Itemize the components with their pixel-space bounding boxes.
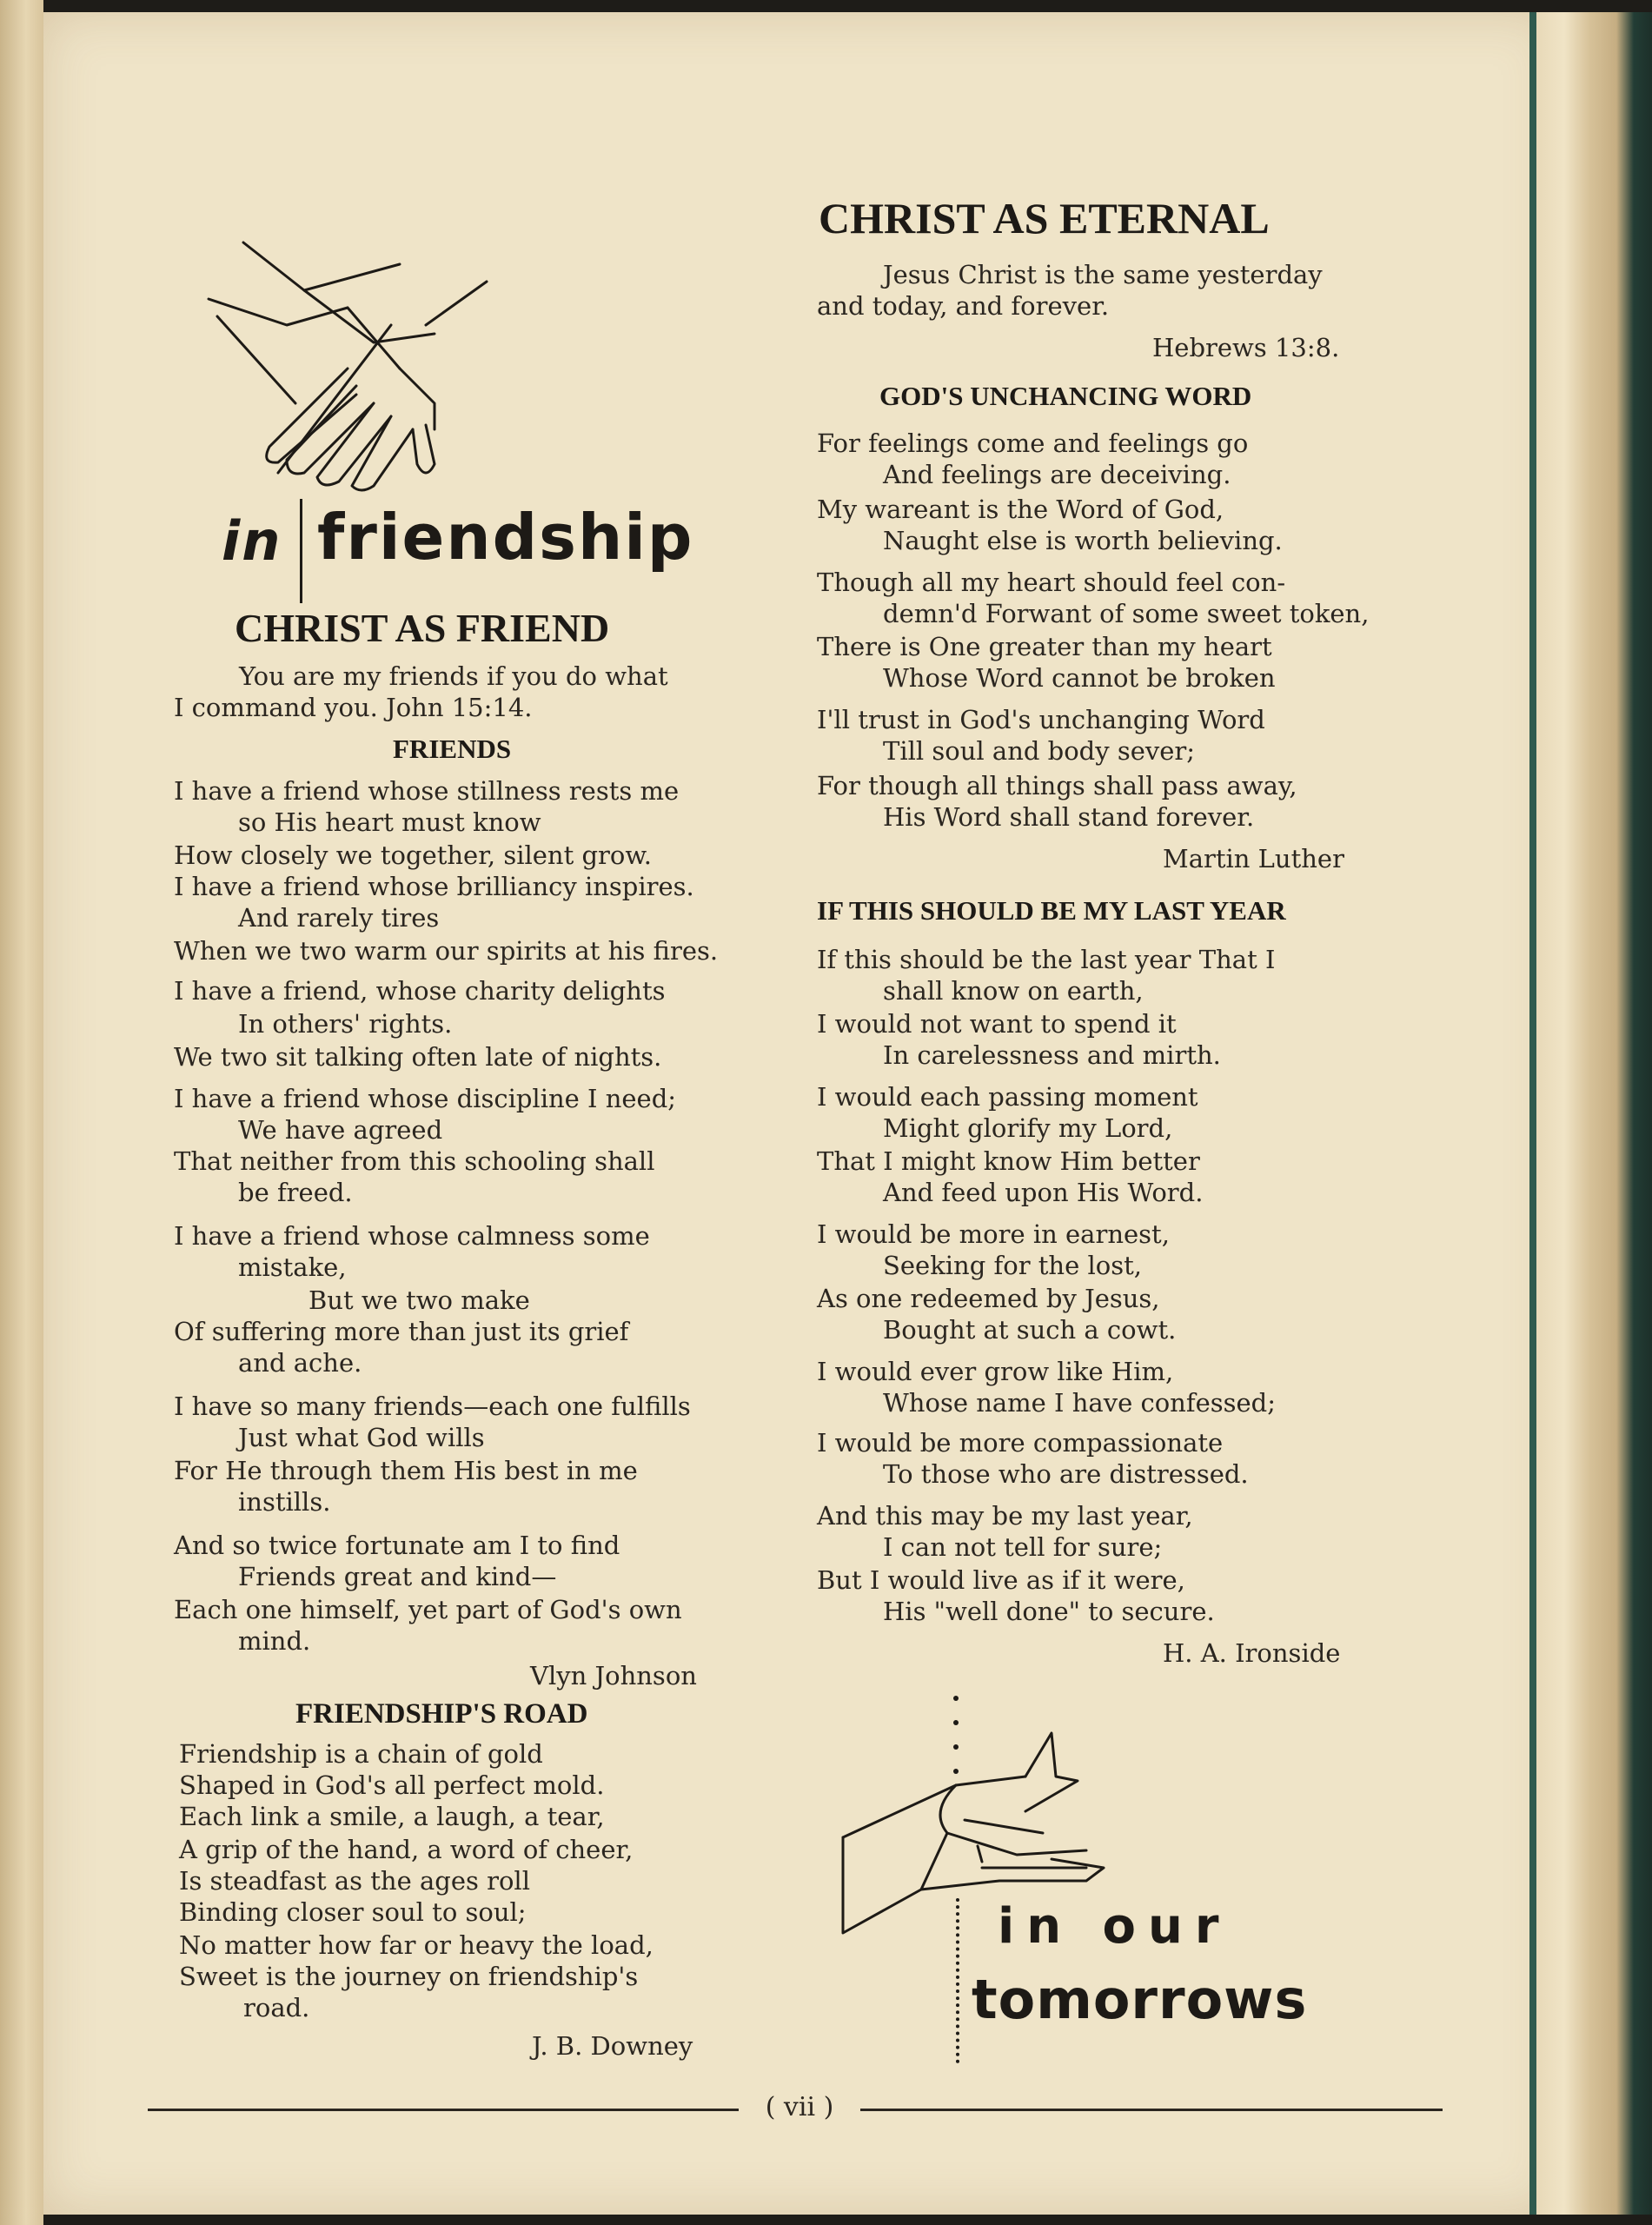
poem-line: I would be more in earnest, xyxy=(817,1219,1170,1249)
poem-line: Seeking for the lost, xyxy=(883,1251,1142,1280)
poem-line: I'll trust in God's unchanging Word xyxy=(817,705,1265,734)
poem-line: That neither from this schooling shall xyxy=(174,1146,655,1176)
poem-line: And feelings are deceiving. xyxy=(883,460,1231,489)
poem-line: A grip of the hand, a word of cheer, xyxy=(179,1835,634,1864)
clasped-hands-illustration xyxy=(174,229,539,516)
footer-rule-left xyxy=(148,2109,739,2111)
poem-line: I would be more compassionate xyxy=(817,1428,1224,1458)
poem-line: Whose name I have confessed; xyxy=(883,1388,1276,1418)
poem-author-j-b-downey: J. B. Downey xyxy=(532,2031,693,2061)
poem-line: I have a friend whose calmness some xyxy=(174,1221,650,1251)
poem-line: For He through them His best in me xyxy=(174,1456,638,1485)
poem-line: mind. xyxy=(238,1626,311,1656)
poem-line: Friendship is a chain of gold xyxy=(179,1739,543,1769)
poem-line: I have a friend whose brilliancy inspires. xyxy=(174,872,694,901)
script-word-friendship: friendship xyxy=(317,501,694,574)
poem-line: And so twice fortunate am I to find xyxy=(174,1531,620,1560)
poem-author-vlyn-johnson: Vlyn Johnson xyxy=(530,1661,697,1690)
poem-line: But we two make xyxy=(309,1285,530,1315)
section-title-christ-as-friend: CHRIST AS FRIEND xyxy=(235,606,610,650)
poem-line: so His heart must know xyxy=(238,807,541,837)
scripture-verse: Jesus Christ is the same yesterday xyxy=(883,260,1323,289)
poem-line: I have a friend whose discipline I need; xyxy=(174,1084,677,1113)
poem-line: In others' rights. xyxy=(238,1009,453,1039)
book-gutter xyxy=(0,0,43,2225)
poem-line: If this should be the last year That I xyxy=(817,945,1276,974)
poem-title-friends: FRIENDS xyxy=(393,734,512,764)
poem-line: His "well done" to secure. xyxy=(883,1597,1215,1626)
poem-line: We two sit talking often late of nights. xyxy=(174,1042,662,1072)
script-word-tomorrows: tomorrows xyxy=(972,1968,1308,2031)
poem-line: As one redeemed by Jesus, xyxy=(817,1284,1160,1313)
poem-line: Shaped in God's all perfect mold. xyxy=(179,1770,605,1800)
poem-line: demn'd Forwant of some sweet token, xyxy=(883,599,1370,628)
poem-line: Naught else is worth believing. xyxy=(883,526,1283,555)
scripture-verse: and today, and forever. xyxy=(817,291,1110,321)
footer-rule-right xyxy=(860,2109,1443,2111)
poem-line: I have a friend, whose charity delights xyxy=(174,976,666,1006)
poem-line: For though all things shall pass away, xyxy=(817,771,1297,800)
poem-title-friendships-road: FRIENDSHIP'S ROAD xyxy=(295,1698,588,1730)
poem-line: be freed. xyxy=(238,1178,353,1207)
poem-line: And feed upon His Word. xyxy=(883,1178,1204,1207)
poem-title-if-this-should-be-my-last-year: IF THIS SHOULD BE MY LAST YEAR xyxy=(817,895,1286,926)
poem-line: Might glorify my Lord, xyxy=(883,1113,1173,1143)
poem-line: I have a friend whose stillness rests me xyxy=(174,776,680,806)
poem-line: I would each passing moment xyxy=(817,1082,1198,1112)
poem-line: Each link a smile, a laugh, a tear, xyxy=(179,1802,605,1831)
page xyxy=(43,12,1556,2215)
poem-line: But I would live as if it were, xyxy=(817,1565,1185,1595)
poem-line: Though all my heart should feel con- xyxy=(817,568,1286,597)
section-title-christ-as-eternal: CHRIST AS ETERNAL xyxy=(819,194,1270,242)
poem-line: I have so many friends—each one fulfills xyxy=(174,1391,691,1421)
poem-line: Of suffering more than just its grief xyxy=(174,1317,629,1346)
poem-author-h-a-ironside: H. A. Ironside xyxy=(1163,1638,1341,1668)
poem-line: Binding closer soul to soul; xyxy=(179,1897,527,1927)
poem-line: No matter how far or heavy the load, xyxy=(179,1930,654,1960)
poem-line: I would ever grow like Him, xyxy=(817,1357,1174,1386)
poem-line: instills. xyxy=(238,1487,331,1517)
poem-line: When we two warm our spirits at his fires. xyxy=(174,936,719,966)
poem-line: and ache. xyxy=(238,1348,362,1378)
poem-line: His Word shall stand forever. xyxy=(883,802,1255,832)
script-word-in: in xyxy=(222,509,282,573)
poem-line: Whose Word cannot be broken xyxy=(883,663,1276,693)
scripture-reference: Hebrews 13:8. xyxy=(1152,333,1340,362)
poem-line: How closely we together, silent grow. xyxy=(174,840,652,870)
scripture-verse: You are my friends if you do what xyxy=(239,661,668,691)
poem-line: To those who are distressed. xyxy=(883,1459,1249,1489)
poem-line: Sweet is the journey on friendship's xyxy=(179,1962,639,1991)
poem-line: We have agreed xyxy=(238,1115,443,1145)
poem-line: That I might know Him better xyxy=(817,1146,1200,1176)
page-number: ( vii ) xyxy=(765,2092,834,2122)
poem-line: Each one himself, yet part of God's own xyxy=(174,1595,682,1624)
poem-title-gods-unchancing-word: GOD'S UNCHANCING WORD xyxy=(879,381,1252,411)
book-page-edges xyxy=(1529,12,1652,2215)
poem-line: road. xyxy=(243,1993,310,2022)
poem-line: And this may be my last year, xyxy=(817,1501,1193,1531)
poem-line: shall know on earth, xyxy=(883,976,1144,1006)
script-words-in-our: in our xyxy=(998,1898,1231,1955)
poem-line: I can not tell for sure; xyxy=(883,1532,1163,1562)
poem-line: Bought at such a cowt. xyxy=(883,1315,1177,1345)
poem-line: Till soul and body sever; xyxy=(883,736,1196,766)
poem-line: For feelings come and feelings go xyxy=(817,428,1249,458)
poem-line: Just what God wills xyxy=(238,1423,485,1452)
poem-line: My wareant is the Word of God, xyxy=(817,495,1224,524)
poem-author-martin-luther: Martin Luther xyxy=(1163,844,1344,873)
poem-line: And rarely tires xyxy=(238,903,440,933)
poem-line: Is steadfast as the ages roll xyxy=(179,1866,530,1896)
poem-line: In carelessness and mirth. xyxy=(883,1040,1221,1070)
dotted-divider xyxy=(956,1898,963,2063)
poem-line: Friends great and kind— xyxy=(238,1562,557,1591)
poem-line: mistake, xyxy=(238,1252,347,1282)
script-divider xyxy=(300,499,302,603)
scripture-verse: I command you. John 15:14. xyxy=(174,693,533,722)
poem-line: I would not want to spend it xyxy=(817,1009,1177,1039)
poem-line: There is One greater than my heart xyxy=(817,632,1272,661)
